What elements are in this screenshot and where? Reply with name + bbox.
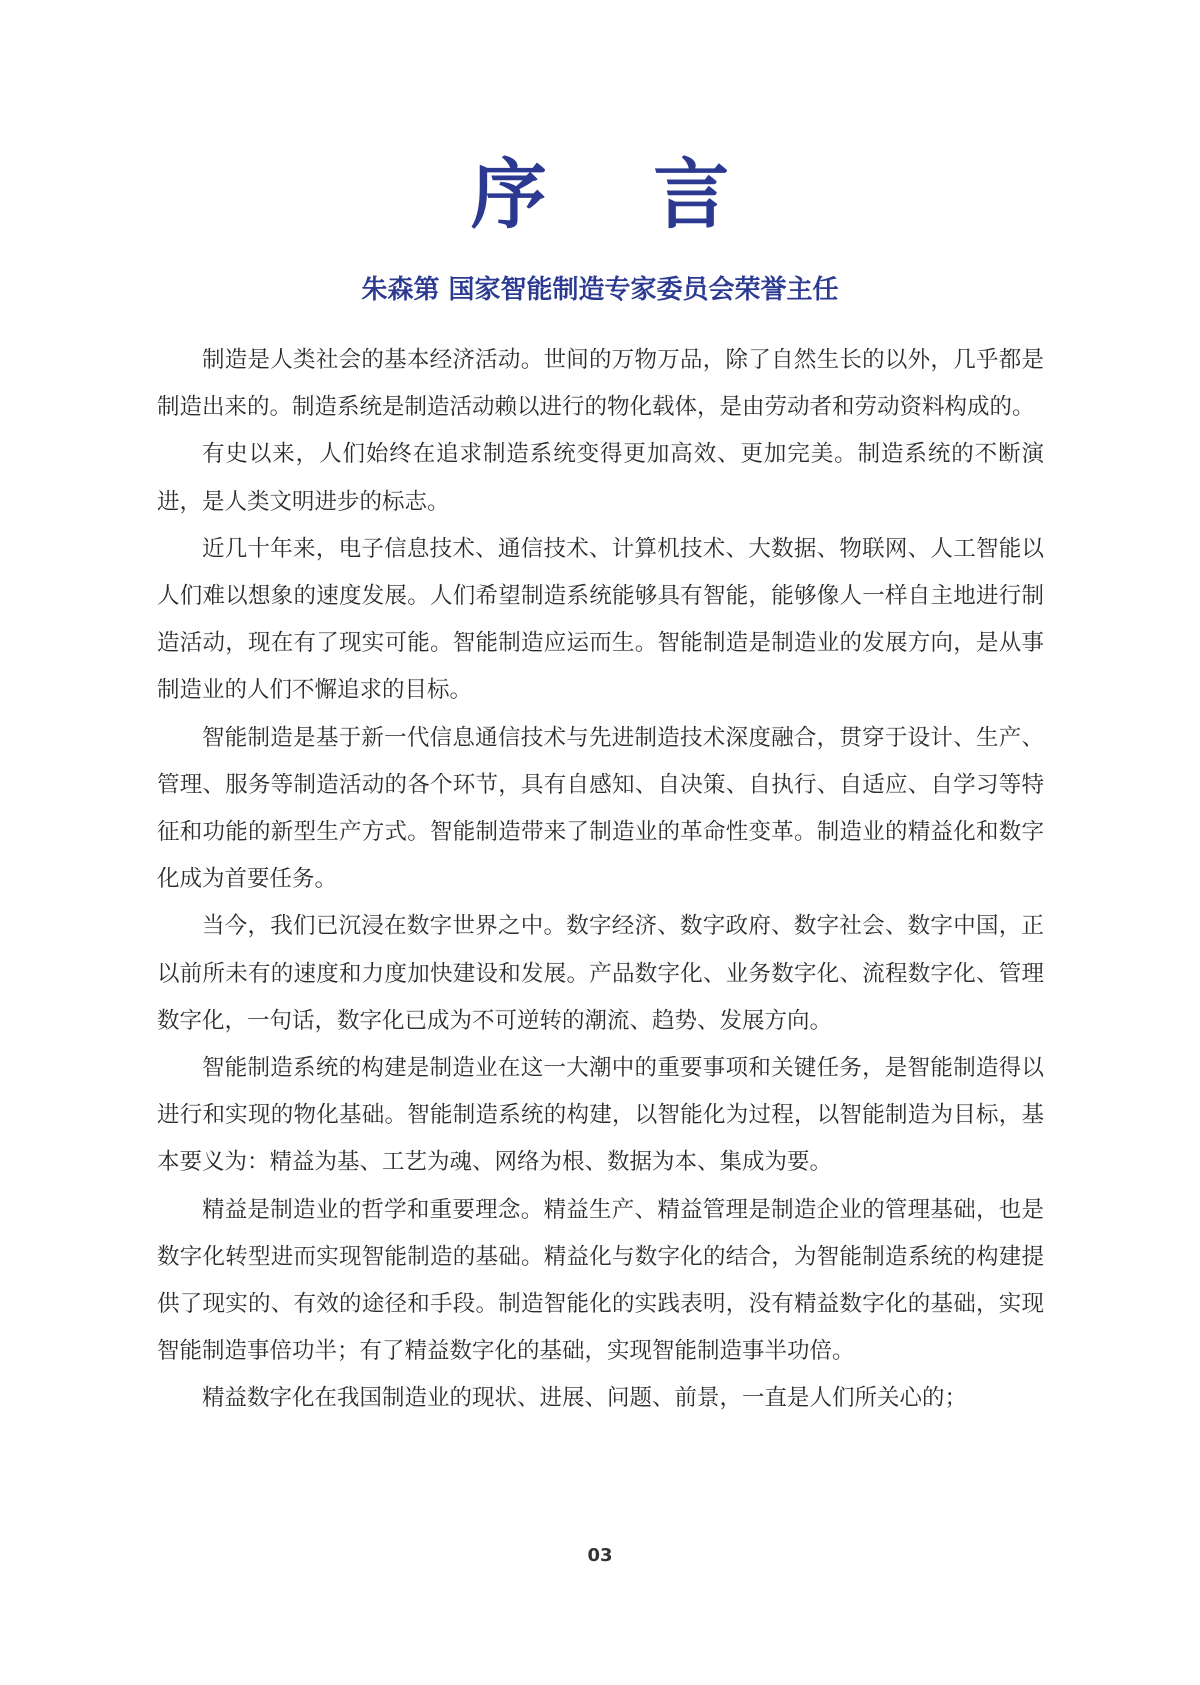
paragraph-2: 有史以来，人们始终在追求制造系统变得更加高效、更加完美。制造系统的不断演进，是人类文明进步的标志。: [157, 441, 1044, 515]
paragraph-8: 精益数字化在我国制造业的现状、进展、问题、前景，一直是人们所关心的；: [202, 1385, 968, 1412]
paragraph-1: 制造是人类社会的基本经济活动。世间的万物万品，除了自然生长的以外，几乎都是制造出来的。制造系统是制造活动赖以进行的物化载体，是由劳动者和劳动资料构成的。: [157, 347, 1044, 421]
paragraph-7: 精益是制造业的哲学和重要理念。精益生产、精益管理是制造企业的管理基础，也是数字化转型进而实现智能制造的基础。精益化与数字化的结合，为智能制造系统的构建提供了现实的、有效的途径和手段。制造智能化的实践表明，没有精益数字化的基础，实现智能制造事倍功半；有了精益数字化的基础，实现智能制造事半功倍。: [157, 1196, 1044, 1365]
page-title: 序 言: [470, 150, 770, 239]
paragraph-4: 智能制造是基于新一代信息通信技术与先进制造技术深度融合，贯穿于设计、生产、管理、服务等制造活动的各个环节，具有自感知、自决策、自执行、自适应、自学习等特征和功能的新型生产方式。智能制造带来了制造业的革命性变革。制造业的精益化和数字化成为首要任务。: [157, 724, 1044, 893]
paragraph-6: 智能制造系统的构建是制造业在这一大潮中的重要事项和关键任务，是智能制造得以进行和实现的物化基础。智能制造系统的构建，以智能化为过程，以智能制造为目标，基本要义为：精益为基、工艺为魂、网络为根、数据为本、集成为要。: [157, 1055, 1044, 1176]
page-number: 03: [587, 1545, 613, 1566]
paragraph-5: 当今，我们已沉浸在数字世界之中。数字经济、数字政府、数字社会、数字中国，正以前所未有的速度和力度加快建设和发展。产品数字化、业务数字化、流程数字化、管理数字化，一句话，数字化已成为不可逆转的潮流、趋势、发展方向。: [157, 913, 1044, 1034]
paragraph-3: 近几十年来，电子信息技术、通信技术、计算机技术、大数据、物联网、人工智能以人们难以想象的速度发展。人们希望制造系统能够具有智能，能够像人一样自主地进行制造活动，现在有了现实可能。智能制造应运而生。智能制造是制造业的发展方向，是从事制造业的人们不懈追求的目标。: [157, 535, 1044, 704]
author-subtitle: 朱森第 国家智能制造专家委员会荣誉主任: [361, 275, 839, 305]
preface-body: [157, 337, 1044, 1423]
